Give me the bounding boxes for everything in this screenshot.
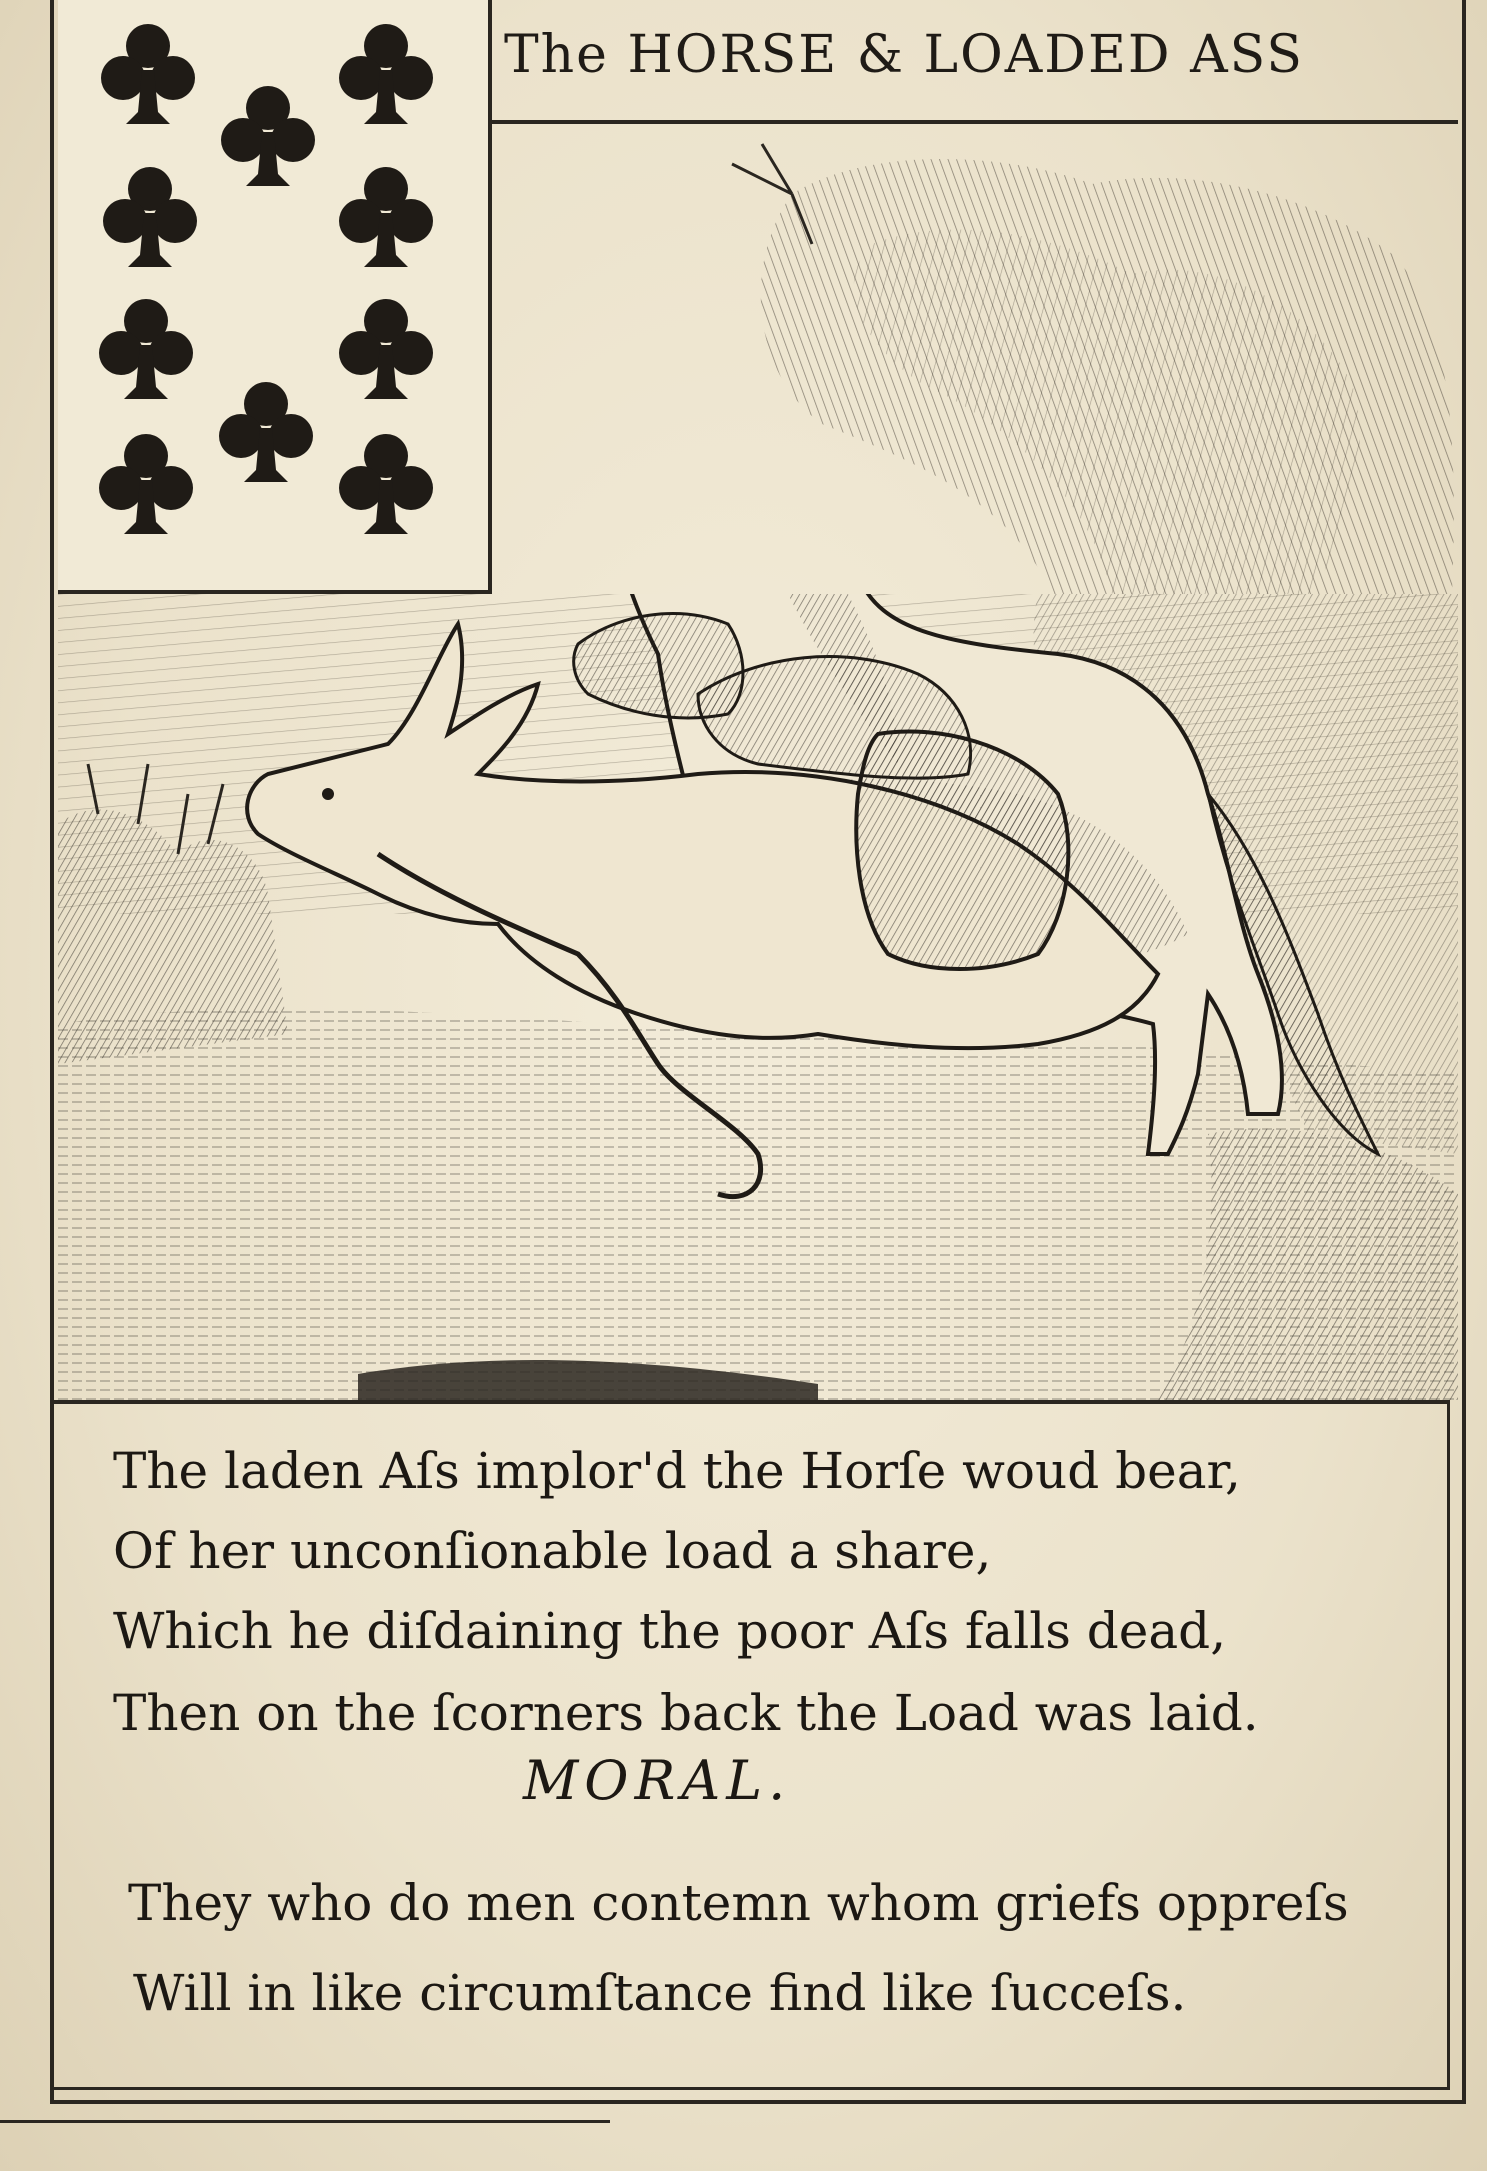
verse-box — [50, 1400, 1450, 2090]
bottom-rule — [0, 2120, 610, 2123]
title-box — [492, 0, 1458, 124]
club-icon — [336, 295, 436, 405]
club-icon — [218, 82, 318, 192]
verse-line-4: Then on the ſcorners back the Load was laid. — [113, 1684, 1259, 1742]
club-icon — [336, 163, 436, 273]
club-icon — [216, 378, 316, 488]
club-icon — [100, 163, 200, 273]
scene-illustration — [58, 594, 1458, 1400]
verse-line-3: Which he diſdaining the poor Aſs falls dead, — [113, 1602, 1227, 1660]
moral-heading: MORAL. — [523, 1749, 792, 1812]
club-icon — [96, 430, 196, 540]
moral-line-2: Will in like circumſtance find like ſucceſs. — [133, 1964, 1187, 2022]
card-title: The HORSE & LOADED ASS — [504, 25, 1305, 85]
pip-box — [58, 0, 492, 594]
club-icon — [336, 430, 436, 540]
verse-line-1: The laden Aſs implor'd the Horſe woud bear, — [113, 1442, 1241, 1500]
club-icon — [336, 20, 436, 130]
club-icon — [96, 295, 196, 405]
club-icon — [98, 20, 198, 130]
moral-line-1: They who do men contemn whom griefs oppreſs — [128, 1874, 1349, 1932]
verse-line-2: Of her unconſionable load a share, — [113, 1522, 992, 1580]
foliage-illustration — [492, 124, 1458, 594]
